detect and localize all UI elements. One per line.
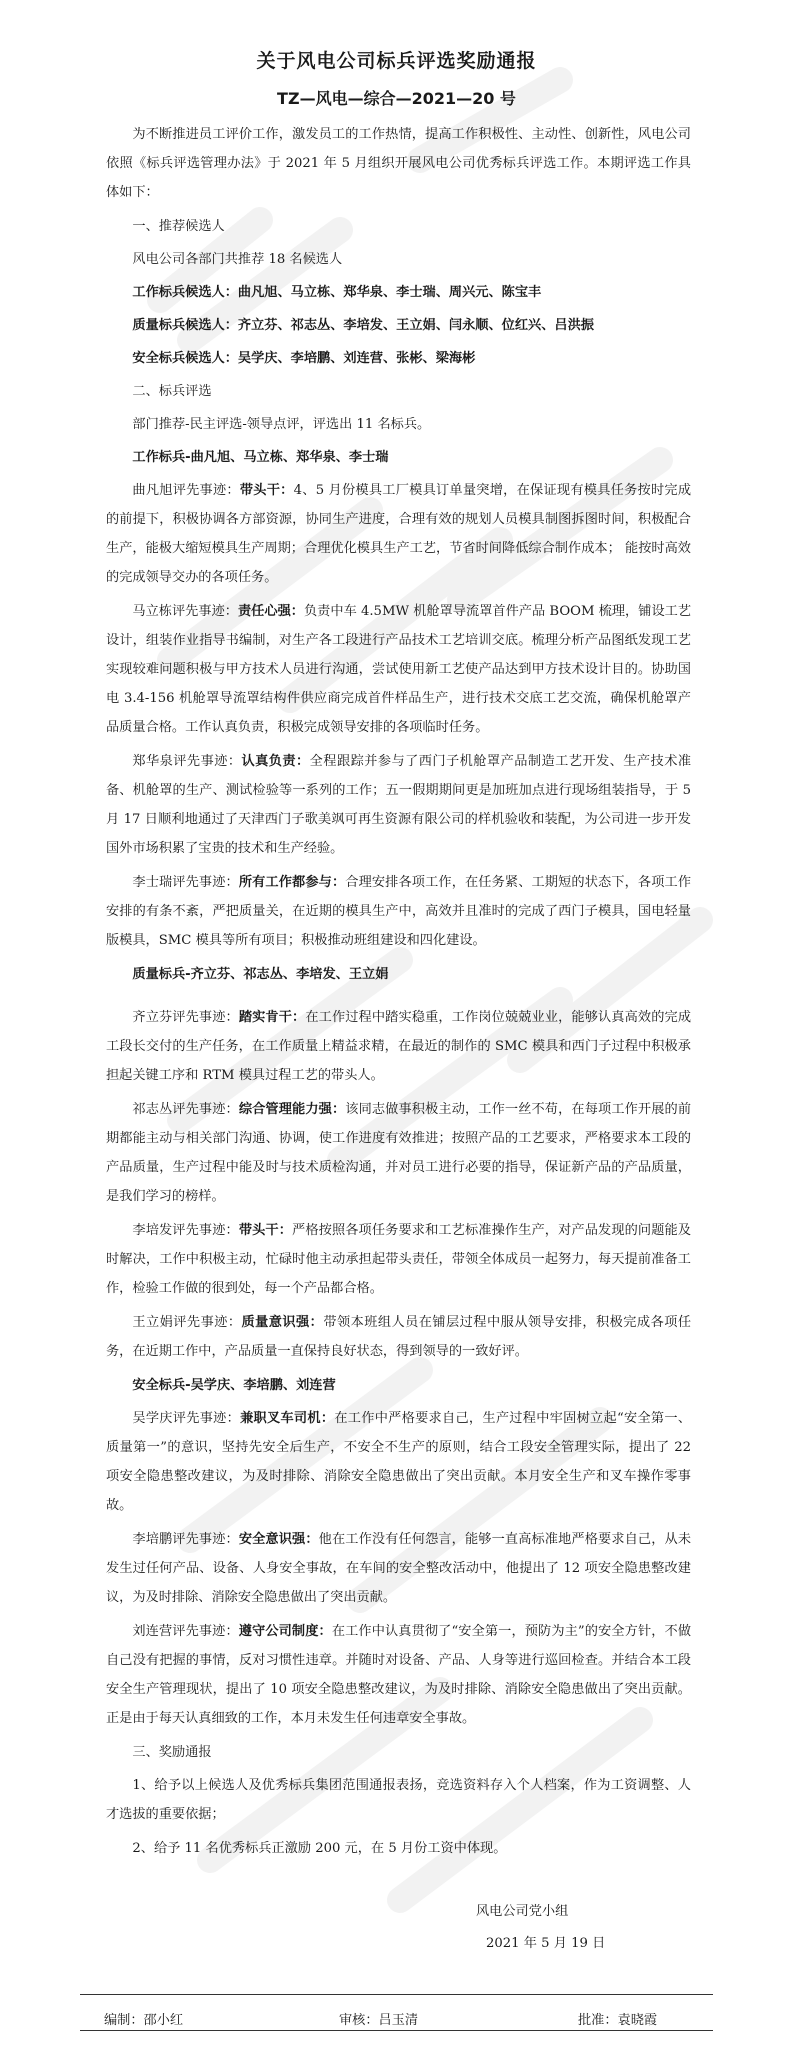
merit-lead: 齐立芬评先事迹： bbox=[132, 1010, 239, 1025]
merit-paragraph bbox=[106, 1003, 691, 1090]
safety-items bbox=[106, 1404, 691, 1733]
merit-paragraph bbox=[106, 747, 691, 863]
footer-bottom-rule bbox=[80, 2030, 713, 2031]
section-heading-rewards: 三、奖励通报 bbox=[132, 1745, 212, 1760]
merit-text: 该同志做事积极主动，工作一丝不苟，在每项工作开展的前期都能主动与相关部门沟通、协调，使工作进度有效推进；按照产品的工艺要求，严格要求本工段的产品质量，生产过程中能及时与技术质检沟通，并对员工进行必要的指导，保证新产品的产品质量，是我们学习的榜样。 bbox=[106, 1102, 692, 1204]
merit-keyword: 责任心强： bbox=[237, 604, 304, 619]
merit-lead: 马立栋评先事迹： bbox=[132, 604, 238, 619]
merit-keyword: 兼职叉车司机： bbox=[240, 1411, 335, 1426]
merit-paragraph bbox=[106, 1617, 691, 1733]
merit-lead: 刘连营评先事迹： bbox=[132, 1624, 239, 1639]
work-heading: 工作标兵-曲凡旭、马立栋、郑华泉、李士瑞 bbox=[132, 450, 389, 465]
merit-lead: 郑华泉评先事迹： bbox=[132, 754, 242, 769]
footer-reviewer: 审核：吕玉清 bbox=[339, 2013, 419, 2028]
section-heading-candidates: 一、推荐候选人 bbox=[132, 219, 225, 234]
merit-paragraph bbox=[106, 1404, 691, 1520]
merit-keyword: 所有工作都参与： bbox=[238, 875, 346, 890]
signature-date: 2021 年 5 月 19 日 bbox=[486, 1936, 606, 1951]
merit-text: 负责中车 4.5MW 机舱罩导流罩首件产品 BOOM 梳理，铺设工艺设计，组装作业指导书编制，对生产各工段进行产品技术工艺培训交底。梳理分析产品图纸发现工艺实现较难问题积极与甲方技术人员进行沟通，尝试使用新工艺使产品达到甲方技术设计目的。协助国电 3.4-156 机舱罩导流罩结构件供应商完成首件样品生产，进行技术交底工艺交流，确保机舱罩产品质量合格。工作认真负责，积极完成领导安排的各项临时任务。 bbox=[106, 604, 692, 735]
merit-lead: 曲凡旭评先事迹： bbox=[132, 483, 240, 498]
section-heading-selection: 二、标兵评选 bbox=[132, 384, 212, 399]
reward-item-2: 2、给予 11 名优秀标兵正激励 200 元，在 5 月份工资中体现。 bbox=[132, 1841, 507, 1856]
merit-text: 在工作中严格要求自己，生产过程中牢固树立起“安全第一、质量第一”的意识，坚持先安全后生产，不安全不生产的原则，结合工段安全管理实际，提出了 22 项安全隐患整改建议，为及时排除、消除安全隐患做出了突出贡献。本月安全生产和叉车操作零事故。 bbox=[106, 1411, 692, 1513]
merit-lead: 王立娟评先事迹： bbox=[132, 1315, 242, 1330]
merit-text: 他在工作没有任何怨言，能够一直高标准地严格要求自己，从未发生过任何产品、设备、人身安全事故，在车间的安全整改活动中，他提出了 12 项安全隐患整改建议，为及时排除、消除安全隐患做出了突出贡献。 bbox=[106, 1532, 692, 1605]
merit-paragraph bbox=[106, 1216, 691, 1303]
quality-heading: 质量标兵-齐立芬、祁志丛、李培发、王立娟 bbox=[132, 967, 389, 982]
safety-heading: 安全标兵-吴学庆、李培鹏、刘连营 bbox=[132, 1378, 336, 1393]
merit-keyword: 认真负责： bbox=[241, 754, 310, 769]
quality-items bbox=[106, 1003, 691, 1366]
footer-approver: 批准：袁晓霞 bbox=[578, 2013, 658, 2028]
merit-text: 带领本班组人员在铺层过程中服从领导安排，积极完成各项任务，在近期工作中，产品质量一直保持良好状态，得到领导的一致好评。 bbox=[106, 1315, 692, 1359]
merit-keyword: 带头干： bbox=[238, 1223, 293, 1238]
footer-editor: 编制：邵小红 bbox=[104, 2013, 184, 2028]
merit-paragraph bbox=[106, 1095, 691, 1211]
merit-keyword: 踏实肯干： bbox=[238, 1010, 306, 1025]
merit-keyword: 遵守公司制度： bbox=[238, 1624, 332, 1639]
safety-candidates: 安全标兵候选人：吴学庆、李培鹏、刘连营、张彬、梁海彬 bbox=[132, 351, 476, 366]
merit-paragraph bbox=[106, 1308, 691, 1366]
merit-lead: 李士瑞评先事迹： bbox=[132, 875, 239, 890]
selection-summary: 部门推荐-民主评选-领导点评，评选出 11 名标兵。 bbox=[132, 417, 431, 432]
work-candidates: 工作标兵候选人：曲凡旭、马立栋、郑华泉、李士瑞、周兴元、陈宝丰 bbox=[132, 285, 542, 300]
merit-lead: 吴学庆评先事迹： bbox=[132, 1411, 241, 1426]
merit-keyword: 综合管理能力强： bbox=[238, 1102, 346, 1117]
merit-paragraph bbox=[106, 476, 691, 592]
merit-text: 合理安排各项工作，在任务紧、工期短的状态下，各项工作安排的有条不紊，严把质量关，在近期的模具生产中，高效并且准时的完成了西门子模具，国电轻量版模具，SMC 模具等所有项目；积极推动班组建设和四化建设。 bbox=[106, 875, 692, 948]
footer-top-rule bbox=[80, 1994, 713, 1995]
candidates-summary: 风电公司各部门共推荐 18 名候选人 bbox=[132, 252, 343, 267]
quality-candidates: 质量标兵候选人：齐立芬、祁志丛、李培发、王立娟、闫永顺、位红兴、吕洪振 bbox=[132, 318, 594, 333]
merit-lead: 祁志丛评先事迹： bbox=[132, 1102, 239, 1117]
merit-keyword: 带头干： bbox=[239, 483, 294, 498]
merit-paragraph bbox=[106, 868, 691, 955]
merit-keyword: 安全意识强： bbox=[238, 1532, 319, 1547]
document-body bbox=[106, 120, 691, 1868]
merit-text: 全程跟踪并参与了西门子机舱罩产品制造工艺开发、生产技术准备、机舱罩的生产、测试检验等一系列的工作；五一假期期间更是加班加点进行现场组装指导，于 5 月 17 日顺利地通过了天津西门子歌美飒可再生资源有限公司的样机验收和装配，为公司进一步开发国外市场积累了宝贵的技术和生产经验。 bbox=[106, 754, 692, 856]
merit-text: 在工作过程中踏实稳重，工作岗位兢兢业业，能够认真高效的完成工段长交付的生产任务，在工作质量上精益求精，在最近的制作的 SMC 模具和西门子过程中积极承担起关键工序和 RTM 模具过程工艺的带头人。 bbox=[106, 1010, 692, 1083]
merit-keyword: 质量意识强： bbox=[241, 1315, 324, 1330]
reward-item-1: 1、给予以上候选人及优秀标兵集团范围通报表扬，竞选资料存入个人档案，作为工资调整、人才选拔的重要依据； bbox=[106, 1778, 691, 1822]
merit-paragraph bbox=[106, 597, 691, 742]
intro-paragraph: 为不断推进员工评价工作，激发员工的工作热情，提高工作积极性、主动性、创新性，风电公司依照《标兵评选管理办法》于 2021 年 5 月组织开展风电公司优秀标兵评选工作。本期评选工作具体如下： bbox=[106, 127, 691, 200]
merit-paragraph bbox=[106, 1525, 691, 1612]
signature-org: 风电公司党小组 bbox=[476, 1904, 569, 1919]
merit-lead: 李培鹏评先事迹： bbox=[132, 1532, 239, 1547]
merit-text: 在工作中认真贯彻了“安全第一，预防为主”的安全方针，不做自己没有把握的事情，反对习惯性违章。并随时对设备、产品、人身等进行巡回检查。并结合本工段安全生产管理现状，提出了 10 项安全隐患整改建议，为及时排除、消除安全隐患做出了突出贡献。正是由于每天认真细致的工作，本月未发生任何违章安全事故。 bbox=[106, 1624, 692, 1726]
merit-text: 4、5 月份模具工厂模具订单量突增，在保证现有模具任务按时完成的前提下，积极协调各方部资源，协同生产进度，合理有效的规划人员模具制图拆图时间，积极配合生产，能极大缩短模具生产周期；合理优化模具生产工艺，节省时间降低综合制作成本； 能按时高效的完成领导交办的各项任务。 bbox=[106, 483, 692, 585]
merit-lead: 李培发评先事迹： bbox=[132, 1223, 239, 1238]
document-number: TZ—风电—综合—2021—20 号 bbox=[277, 89, 516, 108]
work-items bbox=[106, 476, 691, 955]
document-title: 关于风电公司标兵评选奖励通报 bbox=[256, 50, 537, 72]
merit-text: 严格按照各项任务要求和工艺标准操作生产，对产品发现的问题能及时解决，工作中积极主动，忙碌时他主动承担起带头责任，带领全体成员一起努力，每天提前准备工作，检验工作做的很到处，每一个产品都合格。 bbox=[106, 1223, 692, 1296]
